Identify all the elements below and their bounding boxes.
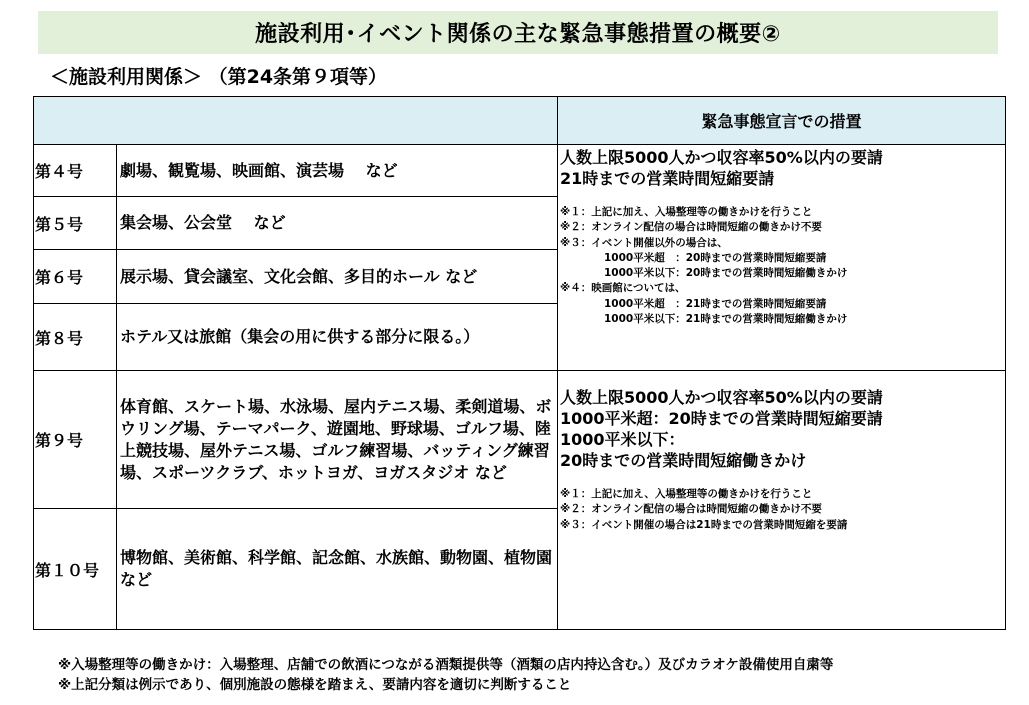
row-facilities: 展示場、貸会議室、文化会館、多目的ホール など — [117, 250, 558, 304]
note-line: ※３：イベント開催の場合は21時までの営業時間短縮を要請 — [560, 518, 848, 531]
row-facilities: 博物館、美術館、科学館、記念館、水族館、動物園、植物園 など — [117, 509, 558, 630]
row-facilities: 体育館、スケート場、水泳場、屋内テニス場、柔剣道場、ボウリング場、テーマパーク、遊園地、野球場、ゴルフ場、陸上競技場、屋外テニス場、ゴルフ練習場、バッティング練習場、スポーツクラブ、ホットヨガ、ヨガスタジオ など — [117, 371, 558, 509]
measure-main-line: 人数上限5000人かつ収容率50%以内の要請 — [560, 388, 883, 407]
measures-table — [33, 96, 1006, 630]
note-line: ※３：イベント開催以外の場合は、 — [560, 236, 728, 249]
measures-cell-group2 — [558, 371, 1006, 630]
page-title: 施設利用･イベント関係の主な緊急事態措置の概要② — [38, 11, 998, 54]
measure-main-line: 1000平米超：20時までの営業時間短縮要請 — [560, 409, 883, 428]
footnote-line: ※上記分類は例示であり、個別施設の態様を踏まえ、要請内容を適切に判断すること — [58, 677, 572, 693]
section-subtitle: ＜施設利用関係＞ （第24条第９項等） — [50, 66, 388, 88]
note-line: 1000平米超 ：21時までの営業時間短縮要請 — [604, 297, 827, 310]
note-line: 1000平米超 ：20時までの営業時間短縮要請 — [604, 251, 827, 264]
row-facilities: 劇場、観覧場、映画館、演芸場 など — [117, 145, 558, 197]
measure-main-line: 人数上限5000人かつ収容率50%以内の要請 — [560, 148, 883, 167]
note-line: ※１：上記に加え、入場整理等の働きかけを行うこと — [560, 206, 813, 218]
row-facilities: ホテル又は旅館（集会の用に供する部分に限る。） — [117, 304, 558, 371]
row-facilities: 集会場、公会堂 など — [117, 197, 558, 250]
table-row — [34, 145, 1006, 197]
table-header-blank — [34, 97, 558, 145]
measure-main-line: 20時までの営業時間短縮働きかけ — [560, 451, 807, 470]
note-line: ※２：オンライン配信の場合は時間短縮の働きかけ不要 — [560, 503, 822, 516]
row-number: 第８号 — [34, 304, 117, 371]
measure-notes — [560, 487, 1005, 533]
row-number: 第９号 — [34, 371, 117, 509]
note-line: 1000平米以下：21時までの営業時間短縮働きかけ — [604, 313, 848, 326]
row-number: 第６号 — [34, 250, 117, 304]
note-line: ※１：上記に加え、入場整理等の働きかけを行うこと — [560, 488, 813, 500]
measure-notes — [560, 205, 1005, 327]
table-row — [34, 371, 1006, 509]
table-header-measures: 緊急事態宣言での措置 — [558, 97, 1006, 145]
measures-cell-group1 — [558, 145, 1006, 371]
row-number: 第１０号 — [34, 509, 117, 630]
note-line: ※４：映画館については、 — [560, 282, 686, 295]
footnotes — [58, 655, 833, 695]
note-line: 1000平米以下：20時までの営業時間短縮働きかけ — [604, 267, 848, 280]
row-number: 第４号 — [34, 145, 117, 197]
measure-main-line: 1000平米以下： — [560, 430, 685, 449]
note-line: ※２：オンライン配信の場合は時間短縮の働きかけ不要 — [560, 221, 822, 234]
footnote-line: ※入場整理等の働きかけ：入場整理、店舗での飲酒につながる酒類提供等（酒類の店内持込含む。）及びカラオケ設備使用自粛等 — [58, 657, 834, 673]
row-number: 第５号 — [34, 197, 117, 250]
measure-main-line: 21時までの営業時間短縮要請 — [560, 169, 775, 188]
